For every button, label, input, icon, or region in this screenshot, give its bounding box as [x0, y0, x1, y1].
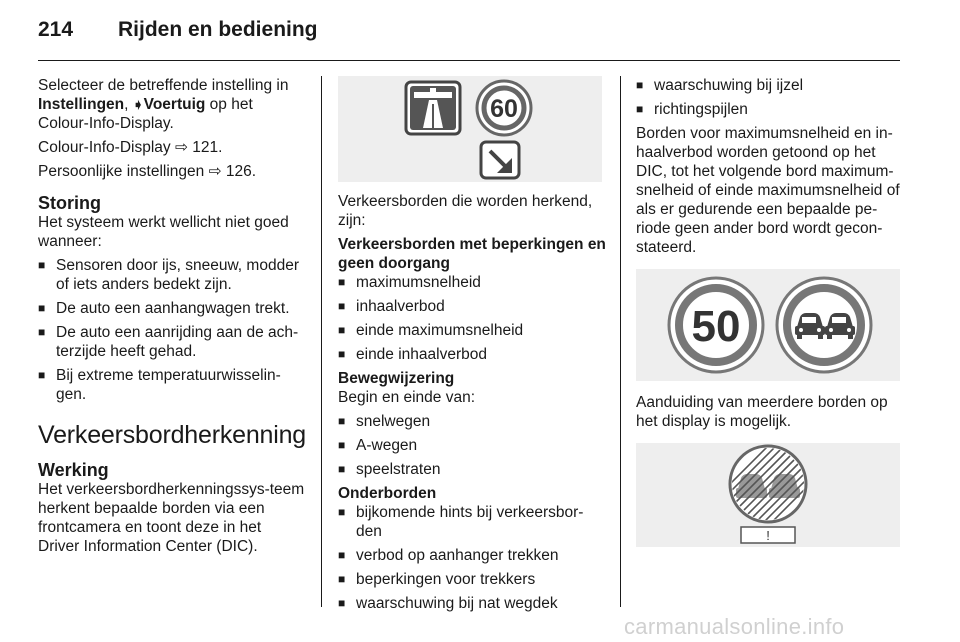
list-item: ■ Bij extreme temperatuurwisselin-gen. — [38, 366, 306, 404]
werking-heading: Werking — [38, 460, 109, 480]
menu-settings: Instellingen — [38, 96, 125, 113]
column-2 — [338, 76, 606, 618]
menu-arrow-icon: ➧ — [132, 97, 144, 112]
speed-limit-number: 60 — [490, 95, 518, 123]
figure-speed-and-overtaking — [636, 269, 900, 381]
column-1 — [38, 76, 306, 561]
subheading-restrictions: Verkeersborden met beperkingen en geen doorgang — [338, 236, 606, 272]
column-divider-1 — [321, 76, 322, 607]
header-rule — [38, 60, 900, 61]
display-paragraph: Borden voor maximumsnelheid en in-haalverbod worden getoond op het DIC, tot het volgende bord maximum-snelheid of einde maximumsnelheid of als er gedurende een bepaalde pe-riode geen ander bord wordt gecon-stateerd. — [636, 125, 900, 256]
speed-limit-number: 50 — [691, 302, 741, 351]
storing-heading: Storing — [38, 193, 101, 213]
figure-caption: Verkeersborden die worden herkend, zijn: — [338, 193, 593, 229]
list-item: ■ beperkingen voor trekkers — [338, 570, 606, 589]
list-item: ■ inhaalverbod — [338, 297, 606, 316]
list-item: ■ waarschuwing bij nat wegdek — [338, 594, 606, 613]
no-overtaking-sign-icon — [777, 278, 871, 372]
figure-signs — [338, 76, 602, 182]
speed-limit-sign-icon — [477, 81, 531, 135]
subheading-signposting: Bewegwijzering — [338, 370, 455, 387]
list-item: ■ A-wegen — [338, 436, 606, 455]
list-item: ■ einde maximumsnelheid — [338, 321, 606, 340]
watermark: carmanualsonline.info — [624, 614, 845, 639]
list-item: ■ richtingspijlen — [636, 100, 902, 119]
column-3 — [636, 76, 902, 547]
list-item: ■ maximumsnelheid — [338, 273, 606, 292]
list-item: ■ waarschuwing bij ijzel — [636, 76, 902, 95]
figure-end-no-overtaking — [636, 443, 900, 547]
list-item: ■ bijkomende hints bij verkeersbor-den — [338, 503, 606, 541]
page-ref-icon: ⇨ — [208, 163, 222, 180]
multiple-signs-paragraph: Aanduiding van meerdere borden op het display is mogelijk. — [636, 394, 888, 430]
list-item: ■ Sensoren door ijs, sneeuw, modder of iets anders bedekt zijn. — [38, 256, 306, 294]
list-item: ■ speelstraten — [338, 460, 606, 479]
storing-intro: Het systeem werkt wellicht niet goed wanneer: — [38, 214, 289, 250]
list-item: ■ snelwegen — [338, 412, 606, 431]
plate-text: ! — [766, 528, 770, 543]
reference-colour-info: Colour-Info-Display ⇨ 121. — [38, 139, 223, 156]
motorway-sign-icon — [406, 82, 460, 134]
section-heading: Verkeersbordherkenning — [38, 421, 306, 449]
supplementary-plate-icon — [741, 527, 795, 543]
reference-personal-settings: Persoonlijke instellingen ⇨ 126. — [38, 163, 257, 180]
direction-arrow-sign-icon — [481, 142, 519, 178]
page-title: Rijden en bediening — [118, 18, 318, 41]
end-no-overtaking-sign-icon — [724, 443, 814, 530]
werking-paragraph: Het verkeersbordherkenningssys-teem herkent bepaalde borden via een frontcamera en toont deze in het Driver Information Center (DIC). — [38, 481, 305, 555]
list-item: ■ De auto een aanhangwagen trekt. — [38, 299, 306, 318]
subheading-supplementary: Onderborden — [338, 485, 437, 502]
speed-limit-sign-icon — [669, 278, 763, 372]
list-item: ■ einde inhaalverbod — [338, 345, 606, 364]
intro-paragraph: Selecteer de betreffende instelling in Instellingen, ➧Voertuig op het Colour-Info-Display. — [38, 77, 289, 132]
column-divider-2 — [620, 76, 621, 607]
signposting-intro: Begin en einde van: — [338, 389, 476, 406]
list-item: ■ verbod op aanhanger trekken — [338, 546, 606, 565]
page-number: 214 — [38, 18, 74, 41]
list-item: ■ De auto een aanrijding aan de ach-terzijde heeft gehad. — [38, 323, 306, 361]
page-ref-icon: ⇨ — [174, 139, 188, 156]
menu-vehicle: Voertuig — [143, 96, 206, 113]
